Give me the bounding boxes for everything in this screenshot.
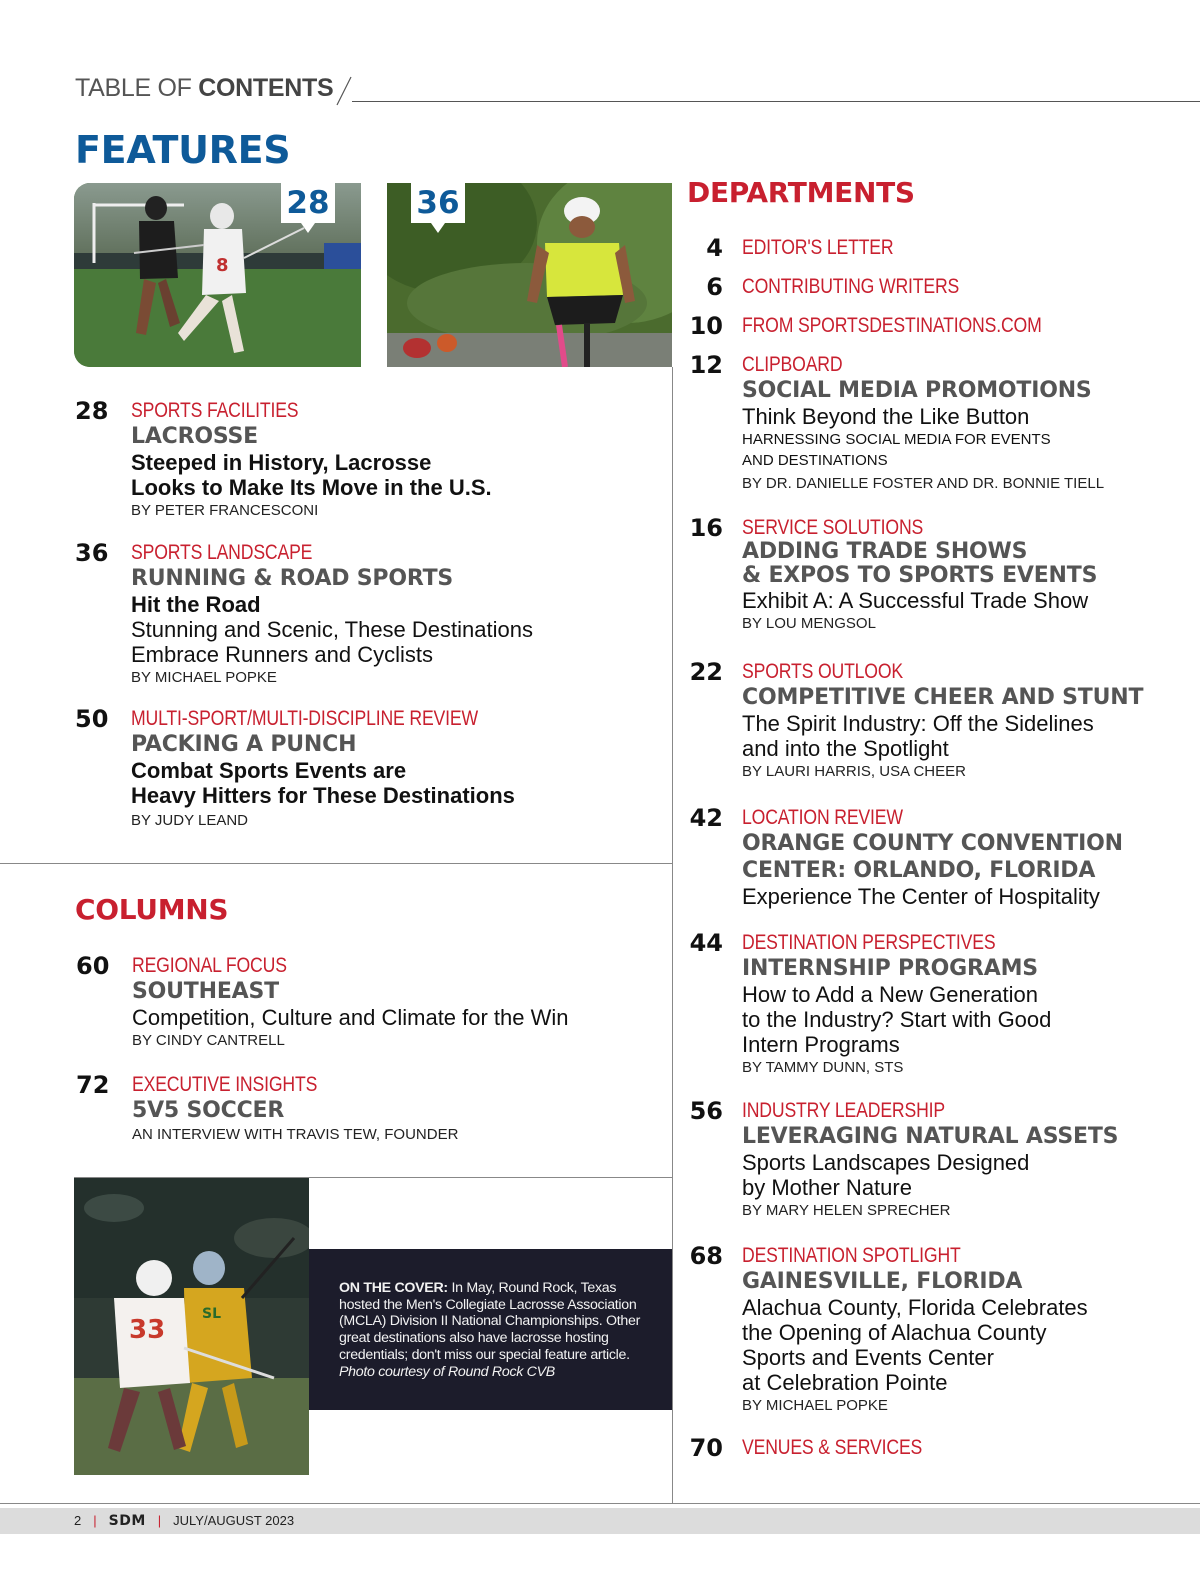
columns-title: COLUMNS: [75, 893, 229, 926]
page-number: 44: [689, 929, 723, 957]
byline: BY JUDY LEAND: [131, 812, 248, 829]
cycling-photo: [387, 183, 672, 367]
kicker: & EXPOS TO SPORTS EVENTS: [742, 563, 1098, 588]
page-number: 60: [76, 952, 110, 980]
section-rule: [0, 863, 673, 864]
byline: BY LOU MENGSOL: [742, 615, 876, 632]
toc-label: [75, 74, 333, 103]
category: REGIONAL FOCUS: [132, 954, 287, 977]
category: MULTI-SPORT/MULTI-DISCIPLINE REVIEW: [131, 707, 478, 730]
cover-photo: [74, 1178, 309, 1475]
byline: BY DR. DANIELLE FOSTER AND DR. BONNIE TIELL: [742, 475, 1105, 492]
cover-caption-label: ON THE COVER:: [339, 1280, 448, 1296]
headline: The Spirit Industry: Off the Sidelines: [742, 711, 1094, 736]
headline: at Celebration Pointe: [742, 1370, 948, 1395]
headline: Intern Programs: [742, 1032, 900, 1057]
category: LOCATION REVIEW: [742, 806, 903, 829]
headline: Exhibit A: A Successful Trade Show: [742, 588, 1089, 613]
headline: Heavy Hitters for These Destinations: [131, 783, 515, 808]
photo-credit: Photo courtesy of Round Rock CVB: [339, 1363, 555, 1380]
page-number: 28: [75, 397, 109, 425]
page-number: 50: [75, 705, 109, 733]
header-rule: [352, 101, 1200, 102]
kicker: LEVERAGING NATURAL ASSETS: [742, 1124, 1119, 1149]
features-title: FEATURES: [75, 128, 291, 172]
page-number: 36: [75, 539, 109, 567]
departments-title: DEPARTMENTS: [687, 176, 915, 209]
category: FROM SPORTSDESTINATIONS.COM: [742, 314, 1042, 337]
byline: BY LAURI HARRIS, USA CHEER: [742, 763, 966, 780]
footer-separator: |: [157, 1513, 162, 1528]
page-number: 4: [706, 234, 723, 262]
column-divider: [672, 367, 673, 1504]
headline: Competition, Culture and Climate for the Win: [132, 1005, 569, 1030]
category: SPORTS FACILITIES: [131, 399, 299, 422]
page-number: 56: [689, 1097, 723, 1125]
byline: BY TAMMY DUNN, STS: [742, 1059, 904, 1076]
headline: How to Add a New Generation: [742, 982, 1038, 1007]
category: EDITOR'S LETTER: [742, 236, 894, 259]
svg-text:SL: SL: [202, 1306, 222, 1322]
footer-page-number: 2: [74, 1513, 82, 1528]
cover-caption: [339, 1280, 657, 1380]
subheadline: HARNESSING SOCIAL MEDIA FOR EVENTS: [742, 431, 1051, 448]
headline: and into the Spotlight: [742, 736, 949, 761]
footer-issue: JULY/AUGUST 2023: [173, 1513, 295, 1528]
headline: Stunning and Scenic, These Destinations: [131, 617, 533, 642]
lacrosse-photo: [74, 183, 361, 367]
headline: Think Beyond the Like Button: [742, 404, 1030, 429]
headline: Steeped in History, Lacrosse: [131, 450, 432, 475]
svg-text:33: 33: [129, 1315, 166, 1345]
page-number: 10: [689, 312, 723, 340]
category: VENUES & SERVICES: [742, 1436, 923, 1459]
category: CLIPBOARD: [742, 353, 843, 376]
page-badge: [281, 183, 335, 235]
category: DESTINATION SPOTLIGHT: [742, 1244, 961, 1267]
kicker: RUNNING & ROAD SPORTS: [131, 566, 454, 591]
page-badge-number: 36: [416, 185, 460, 221]
headline: Sports Landscapes Designed: [742, 1150, 1030, 1175]
page-number: 68: [689, 1242, 723, 1270]
kicker: COMPETITIVE CHEER AND STUNT: [742, 685, 1144, 710]
subheadline: AND DESTINATIONS: [742, 452, 888, 469]
footer-brand: SDM: [108, 1513, 146, 1529]
page-number: 70: [689, 1434, 723, 1462]
category: EXECUTIVE INSIGHTS: [132, 1073, 318, 1096]
kicker: PACKING A PUNCH: [131, 732, 357, 757]
category: SPORTS OUTLOOK: [742, 660, 904, 683]
kicker: GAINESVILLE, FLORIDA: [742, 1269, 1023, 1294]
kicker: INTERNSHIP PROGRAMS: [742, 956, 1038, 981]
headline: Combat Sports Events are: [131, 758, 407, 783]
page-number: 16: [689, 514, 723, 542]
kicker: SOUTHEAST: [132, 979, 279, 1004]
page-badge-number: 28: [286, 185, 330, 221]
headline: Looks to Make Its Move in the U.S.: [131, 475, 492, 500]
page-number: 72: [76, 1071, 110, 1099]
category: DESTINATION PERSPECTIVES: [742, 931, 996, 954]
headline: Alachua County, Florida Celebrates: [742, 1295, 1088, 1320]
cover-caption-text: In May, Round Rock, Texas hosted the Men's Collegiate Lacrosse Association (MCLA) Division II National Championships. Other great destinations also have lacrosse hosting credentials; don't miss our special feature article.: [339, 1280, 640, 1363]
byline: BY PETER FRANCESCONI: [131, 502, 319, 519]
headline: to the Industry? Start with Good: [742, 1007, 1052, 1032]
category: INDUSTRY LEADERSHIP: [742, 1099, 946, 1122]
kicker: ORANGE COUNTY CONVENTION: [742, 831, 1123, 856]
byline: BY CINDY CANTRELL: [132, 1032, 285, 1049]
headline: Sports and Events Center: [742, 1345, 994, 1370]
kicker: CENTER: ORLANDO, FLORIDA: [742, 858, 1096, 883]
page-number: 22: [689, 658, 723, 686]
kicker: 5V5 SOCCER: [132, 1098, 285, 1123]
byline: AN INTERVIEW WITH TRAVIS TEW, FOUNDER: [132, 1126, 459, 1143]
category: CONTRIBUTING WRITERS: [742, 275, 960, 298]
headline: by Mother Nature: [742, 1175, 912, 1200]
headline: Embrace Runners and Cyclists: [131, 642, 434, 667]
toc-label-bold: CONTENTS: [198, 74, 334, 102]
toc-label-light: TABLE OF: [75, 74, 199, 102]
byline: BY MICHAEL POPKE: [131, 669, 277, 686]
byline: BY MARY HELEN SPRECHER: [742, 1202, 951, 1219]
page-badge: [411, 183, 465, 235]
category: SPORTS LANDSCAPE: [131, 541, 313, 564]
page-number: 12: [689, 351, 723, 379]
category: SERVICE SOLUTIONS: [742, 516, 924, 539]
kicker: SOCIAL MEDIA PROMOTIONS: [742, 378, 1092, 403]
footer: [74, 1513, 294, 1529]
page-number: 42: [689, 804, 723, 832]
page-number: 6: [706, 273, 723, 301]
headline: Experience The Center of Hospitality: [742, 884, 1100, 909]
byline: BY MICHAEL POPKE: [742, 1397, 888, 1414]
headline: Hit the Road: [131, 592, 261, 617]
kicker: ADDING TRADE SHOWS: [742, 539, 1028, 564]
svg-text:8: 8: [216, 255, 229, 276]
headline: the Opening of Alachua County: [742, 1320, 1047, 1345]
footer-separator: |: [93, 1513, 97, 1528]
kicker: LACROSSE: [131, 424, 258, 449]
footer-rule: [0, 1503, 1200, 1504]
